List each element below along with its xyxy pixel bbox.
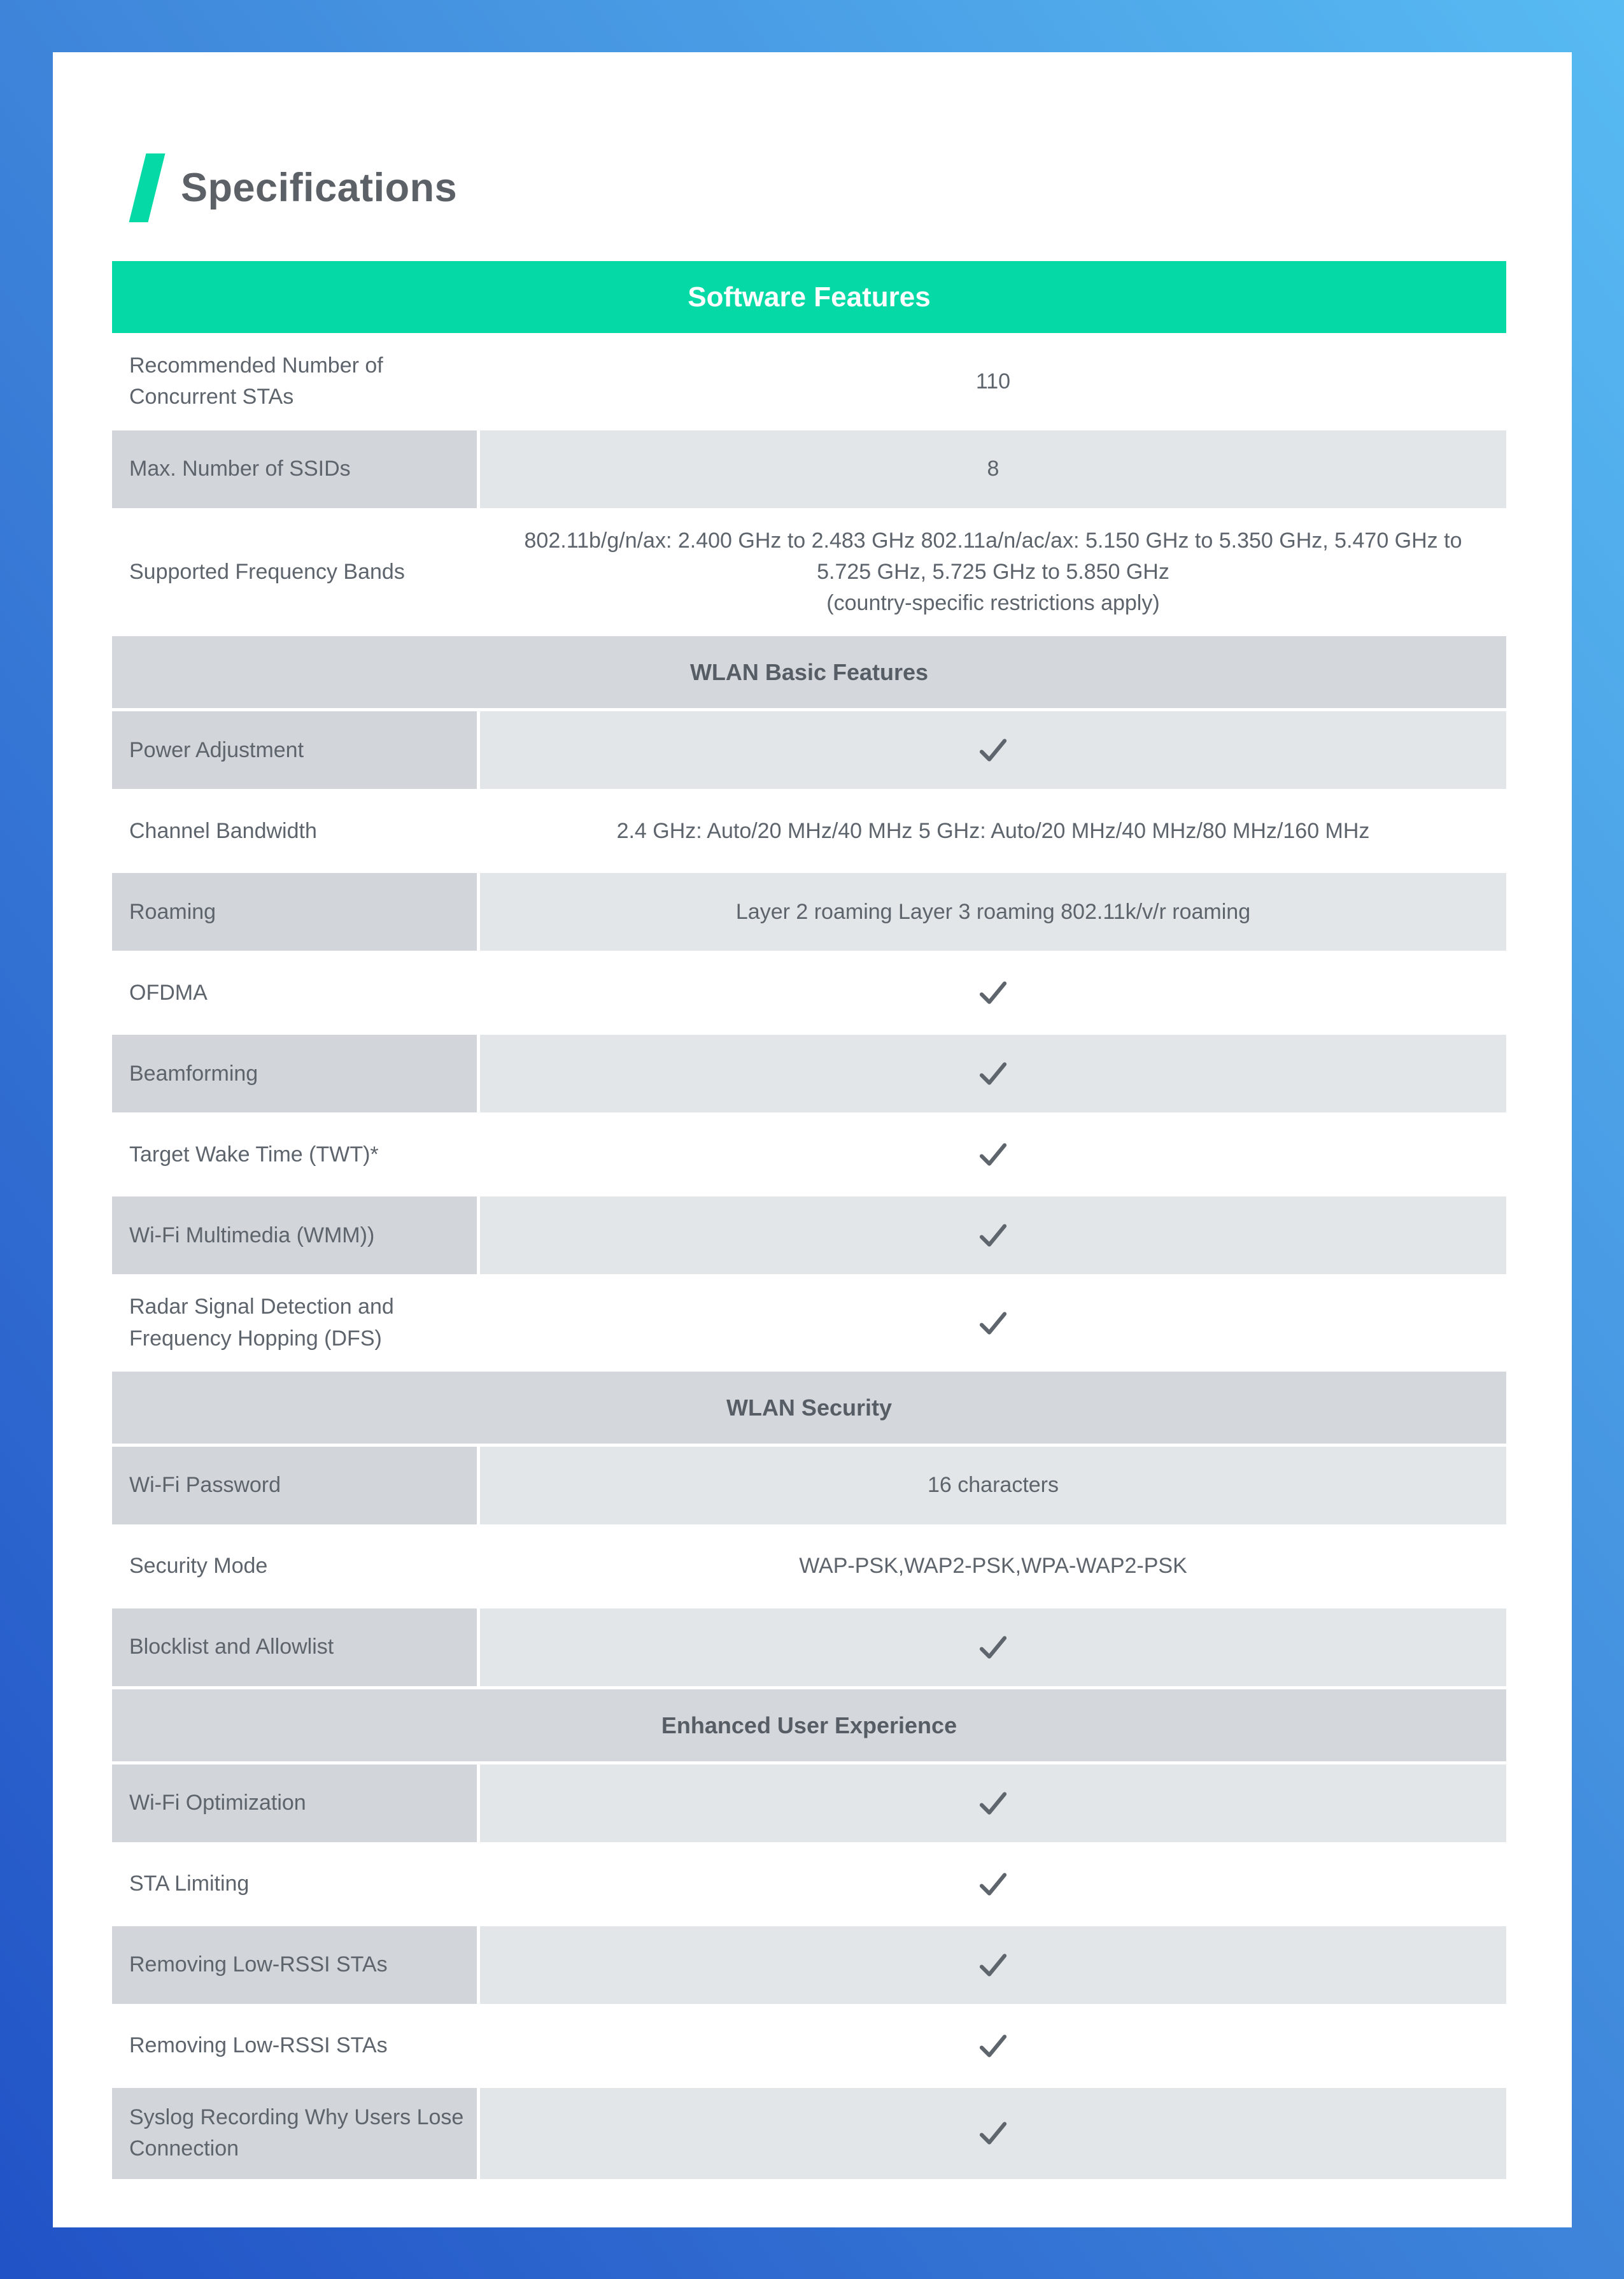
row-value — [480, 1764, 1506, 1842]
checkmark-icon — [978, 1790, 1008, 1817]
table-row — [112, 430, 1506, 508]
row-label: OFDMA — [129, 980, 208, 1005]
row-value-text: WAP-PSK,WAP2-PSK,WPA-WAP2-PSK — [799, 1554, 1187, 1579]
row-value — [480, 1447, 1506, 1524]
row-label: Removing Low-RSSI STAs — [112, 1926, 477, 2004]
section-title: Enhanced User Experience — [661, 1712, 957, 1738]
row-label: Power Adjustment — [112, 711, 477, 789]
row-value-text: Layer 2 roaming Layer 3 roaming 802.11k/v/r roaming — [735, 899, 1251, 924]
row-label: Roaming — [112, 873, 477, 951]
row-label: Beamforming — [112, 1035, 477, 1112]
row-value — [480, 1196, 1506, 1274]
table-row — [112, 1608, 1506, 1686]
checkmark-icon — [978, 2120, 1008, 2147]
section-title: WLAN Security — [726, 1394, 893, 1421]
checkmark-icon — [978, 1060, 1008, 1087]
row-value-text: 16 characters — [928, 1473, 1059, 1498]
row-value-text: 2.4 GHz: Auto/20 MHz/40 MHz 5 GHz: Auto/20 MHz/40 MHz/80 MHz/160 MHz — [616, 818, 1370, 843]
table-row — [112, 1277, 1506, 1368]
row-value — [480, 1845, 1506, 1923]
row-value-text: 8 — [987, 456, 999, 481]
row-value — [480, 511, 1506, 634]
table-row — [112, 711, 1506, 789]
row-label: Removing Low-RSSI STAs — [129, 2033, 388, 2058]
row-label: Supported Frequency Bands — [129, 559, 405, 584]
row-value — [480, 2007, 1506, 2085]
page-title-row — [138, 153, 1572, 223]
table-row — [112, 1926, 1506, 2004]
table-row — [112, 2007, 1506, 2085]
row-value — [480, 954, 1506, 1032]
row-value-text: 802.11b/g/n/ax: 2.400 GHz to 2.483 GHz 802.11a/n/ac/ax: 5.150 GHz to 5.350 GHz, 5.470 GHz to 5.725 GHz, 5.725 GHz to 5.850 GHz — [524, 528, 1462, 584]
row-value — [480, 1277, 1506, 1368]
row-value — [480, 1608, 1506, 1686]
checkmark-icon — [978, 1141, 1008, 1168]
row-label: Wi-Fi Multimedia (WMM)) — [112, 1196, 477, 1274]
checkmark-icon — [978, 1871, 1008, 1898]
row-label: Blocklist and Allowlist — [112, 1608, 477, 1686]
row-label: Syslog Recording Why Users Lose Connection — [112, 2088, 477, 2179]
row-value-text: 110 — [975, 369, 1011, 394]
page-title: Specifications — [181, 166, 458, 210]
row-value — [480, 1926, 1506, 2004]
row-value — [480, 1528, 1506, 1605]
spec-table-rows — [112, 336, 1506, 2179]
section-title: WLAN Basic Features — [689, 658, 929, 685]
spec-card — [53, 52, 1572, 2227]
row-label: Target Wake Time (TWT)* — [129, 1142, 379, 1167]
section-header-row — [112, 1689, 1506, 1761]
row-label: Channel Bandwidth — [129, 818, 317, 843]
checkmark-icon — [978, 1310, 1008, 1337]
table-row — [112, 954, 1506, 1032]
row-value — [480, 336, 1506, 427]
slash-icon — [129, 153, 166, 222]
row-label: Recommended Number of Concurrent STAs — [129, 353, 383, 409]
table-row — [112, 792, 1506, 870]
row-label: Radar Signal Detection and Frequency Hopping (DFS) — [129, 1295, 394, 1351]
row-label: Max. Number of SSIDs — [112, 430, 477, 508]
section-header-row — [112, 636, 1506, 708]
row-value — [480, 873, 1506, 951]
checkmark-icon — [978, 1222, 1008, 1249]
row-label: STA Limiting — [129, 1871, 250, 1896]
checkmark-icon — [978, 1952, 1008, 1978]
checkmark-icon — [978, 1634, 1008, 1661]
checkmark-icon — [978, 737, 1008, 763]
row-value — [480, 711, 1506, 789]
checkmark-icon — [978, 2033, 1008, 2059]
table-row — [112, 1845, 1506, 1923]
row-label: Security Mode — [129, 1554, 268, 1579]
spec-table — [112, 261, 1506, 2179]
section-header-row — [112, 1372, 1506, 1444]
checkmark-icon — [978, 979, 1008, 1006]
table-row — [112, 2088, 1506, 2179]
table-row — [112, 1196, 1506, 1274]
table-row — [112, 1035, 1506, 1112]
table-row — [112, 1447, 1506, 1524]
row-value — [480, 1116, 1506, 1193]
row-value — [480, 2088, 1506, 2179]
table-row — [112, 1764, 1506, 1842]
row-value — [480, 792, 1506, 870]
table-row — [112, 511, 1506, 634]
row-value — [480, 430, 1506, 508]
row-value-note: (country-specific restrictions apply) — [826, 591, 1160, 616]
table-row — [112, 336, 1506, 427]
table-header: Software Features — [112, 261, 1506, 333]
row-label: Wi-Fi Password — [112, 1447, 477, 1524]
table-row — [112, 873, 1506, 951]
row-value — [480, 1035, 1506, 1112]
row-label: Wi-Fi Optimization — [112, 1764, 477, 1842]
table-row — [112, 1116, 1506, 1193]
table-row — [112, 1528, 1506, 1605]
